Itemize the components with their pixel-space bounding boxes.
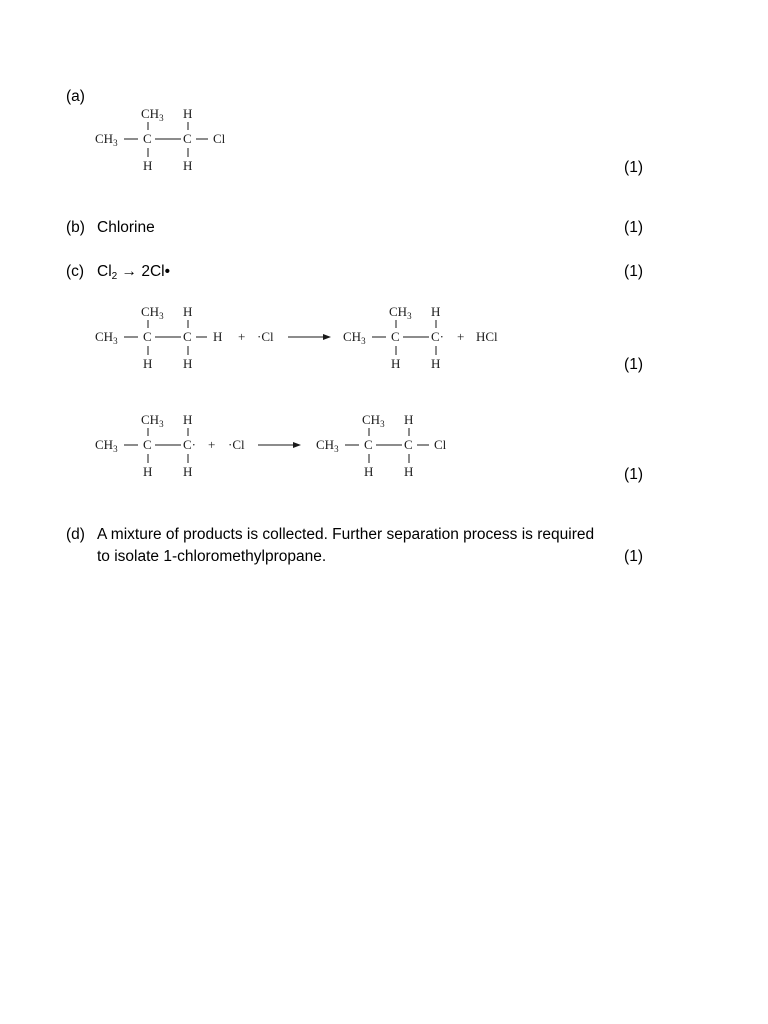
svg-text:H: H xyxy=(183,356,193,371)
svg-text:CH3: $CH_3$ xyxy=(95,437,118,454)
carbon-text: C xyxy=(183,131,192,146)
propagation-equation xyxy=(95,302,515,374)
h-top-text: H xyxy=(183,106,193,121)
svg-text:+: + xyxy=(457,329,465,344)
chlorine-radical-product: 2Cl• xyxy=(141,263,171,280)
svg-text:C·: C· xyxy=(183,437,196,452)
svg-text:C·: C· xyxy=(431,329,444,344)
part-d-line1: A mixture of products is collected. Further separation process is required xyxy=(97,526,595,543)
svg-text:CH3: $CH_3$ xyxy=(316,437,339,454)
reaction-arrow-icon: → xyxy=(121,263,138,280)
svg-text:C: C xyxy=(143,329,152,344)
chlorine-radical-text: ·Cl xyxy=(228,437,245,452)
carbon-text: C xyxy=(143,131,152,146)
svg-text:H: H xyxy=(213,329,223,344)
part-c-propagation-mark: (1) xyxy=(624,356,643,373)
part-c-initiation-mark: (1) xyxy=(624,263,643,280)
svg-text:H: H xyxy=(143,356,153,371)
chlorine-text: Cl xyxy=(213,131,226,146)
part-d-mark: (1) xyxy=(624,548,643,565)
svg-text:H: H xyxy=(364,464,374,479)
part-a-mark: (1) xyxy=(624,159,643,176)
svg-text:H: H xyxy=(143,464,153,479)
svg-text:C: C xyxy=(183,329,192,344)
arrow-head-icon xyxy=(293,442,301,448)
plus-sign: + xyxy=(208,437,216,452)
svg-text:C: C xyxy=(404,437,413,452)
ch3-left-text: $CH_3$ xyxy=(95,131,118,148)
svg-text:C: C xyxy=(364,437,373,452)
cl2-reactant: Cl xyxy=(97,263,112,280)
hcl-text: HCl xyxy=(476,329,498,344)
svg-text:C: C xyxy=(143,437,152,452)
svg-text:Cl: Cl xyxy=(434,437,447,452)
svg-text:H: H xyxy=(391,356,401,371)
part-b-label: (b) xyxy=(66,219,85,236)
svg-text:H: H xyxy=(431,356,441,371)
svg-text:CH3: $CH_3$ xyxy=(95,329,118,346)
svg-text:CH3: $CH_3$ xyxy=(343,329,366,346)
svg-text:CH3: $CH_3$ xyxy=(141,412,164,429)
svg-text:C: C xyxy=(391,329,400,344)
part-c-label: (c) xyxy=(66,263,85,280)
part-a-label: (a) xyxy=(66,88,85,105)
arrow-head-icon xyxy=(323,334,331,340)
svg-text:CH3: $CH_3$ xyxy=(362,412,385,429)
plus-sign: + xyxy=(238,329,246,344)
svg-text:H: H xyxy=(183,304,193,319)
svg-text:H: H xyxy=(404,412,414,427)
svg-text:H: H xyxy=(431,304,441,319)
part-b-mark: (1) xyxy=(624,219,643,236)
part-d-label: (d) xyxy=(66,526,85,543)
h-bottom-text: H xyxy=(183,158,193,173)
part-d-line2: to isolate 1-chloromethylpropane. xyxy=(97,548,327,565)
ch3-top-text: $CH_3$ xyxy=(141,106,164,123)
h-bottom-text: H xyxy=(143,158,153,173)
chlorine-radical-text: ·Cl xyxy=(257,329,274,344)
svg-text:H: H xyxy=(183,464,193,479)
svg-text:CH3: $CH_3$ xyxy=(141,304,164,321)
termination-equation xyxy=(95,410,475,482)
part-a-structure xyxy=(95,104,245,176)
svg-text:H: H xyxy=(183,412,193,427)
part-b-answer: Chlorine xyxy=(97,219,155,236)
svg-text:H: H xyxy=(404,464,414,479)
subscript: 2 xyxy=(111,271,118,282)
part-c-termination-mark: (1) xyxy=(624,466,643,483)
svg-text:CH3: $CH_3$ xyxy=(389,304,412,321)
initiation-equation xyxy=(97,263,170,281)
